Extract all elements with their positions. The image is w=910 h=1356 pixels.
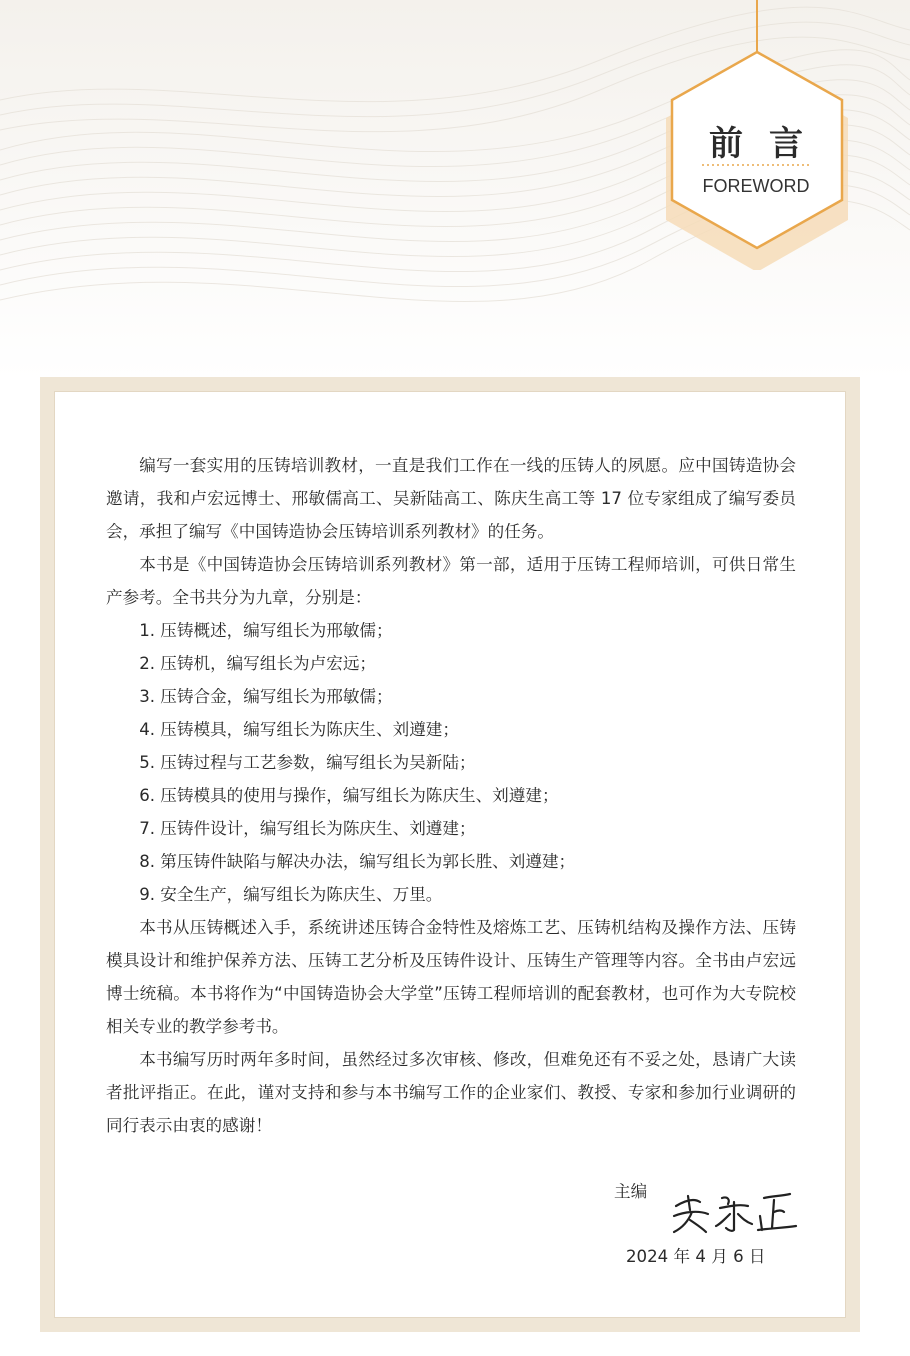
page-title: 前言	[709, 124, 829, 164]
chapter-item: 5. 压铸过程与工艺参数，编写组长为吴新陆；	[139, 753, 476, 772]
signoff-date: 2024 年 4 月 6 日	[626, 1247, 766, 1266]
paragraph: 编写一套实用的压铸培训教材，一直是我们工作在一线的压铸人的夙愿。应中国铸造协会邀请，我和卢宏远博士、邢敏儒高工、吴新陆高工、陈庆生高工等 17 位专家组成了编写委员会，承担了编写《中国铸造协会压铸培训系列教材》的任务。	[106, 456, 796, 541]
page-subtitle: FOREWORD	[702, 176, 810, 196]
chapter-item: 3. 压铸合金，编写组长为邢敏儒；	[139, 687, 393, 706]
paragraph: 本书编写历时两年多时间，虽然经过多次审核、修改，但难免还有不妥之处，恳请广大读者批评指正。在此，谨对支持和参与本书编写工作的企业家们、教授、专家和参加行业调研的同行表示由衷的感谢！	[106, 1050, 796, 1135]
chapter-item: 1. 压铸概述，编写组长为邢敏儒；	[139, 621, 393, 640]
handwritten-signature	[668, 1188, 798, 1236]
chapter-item: 9. 安全生产，编写组长为陈庆生、万里。	[139, 885, 443, 904]
paragraph: 本书从压铸概述入手，系统讲述压铸合金特性及熔炼工艺、压铸机结构及操作方法、压铸模具设计和维护保养方法、压铸工艺分析及压铸件设计、压铸生产管理等内容。全书由卢宏远博士统稿。本书将作为“中国铸造协会大学堂”压铸工程师培训的配套教材，也可作为大专院校相关专业的教学参考书。	[106, 918, 796, 1036]
editor-label: 主编	[614, 1182, 648, 1201]
foreword-body	[106, 449, 796, 1142]
chapter-item: 4. 压铸模具，编写组长为陈庆生、刘遵建；	[139, 720, 459, 739]
chapter-item: 2. 压铸机，编写组长为卢宏远；	[139, 654, 377, 673]
chapter-item: 7. 压铸件设计，编写组长为陈庆生、刘遵建；	[139, 819, 476, 838]
chapter-item: 6. 压铸模具的使用与操作，编写组长为陈庆生、刘遵建；	[139, 786, 559, 805]
chapter-item: 8. 第压铸件缺陷与解决办法，编写组长为郭长胜、刘遵建；	[139, 852, 576, 871]
paragraph: 本书是《中国铸造协会压铸培训系列教材》第一部，适用于压铸工程师培训，可供日常生产参考。全书共分为九章，分别是：	[106, 555, 796, 607]
